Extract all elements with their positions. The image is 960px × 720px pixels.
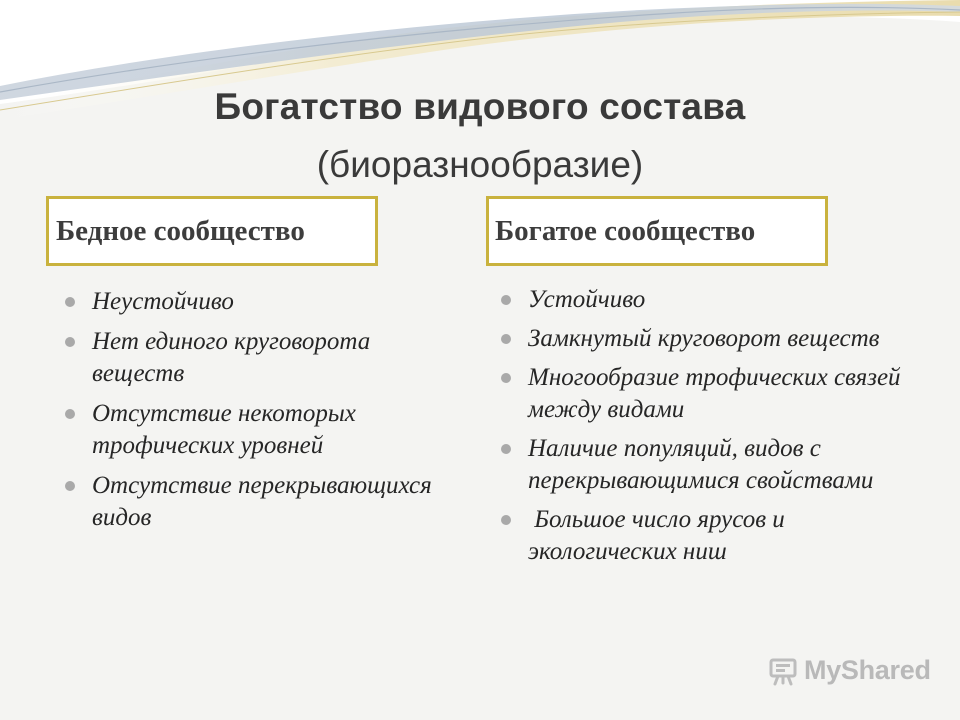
bullet-icon <box>501 373 511 383</box>
list-item: Большое число ярусов и экологических ниш <box>500 504 910 568</box>
list-item: Отсутствие перекрывающихся видов <box>64 470 444 534</box>
bullet-icon <box>65 337 75 347</box>
list-item: Отсутствие некоторых трофических уровней <box>64 398 444 462</box>
bullet-icon <box>501 334 511 344</box>
bullet-icon <box>501 515 511 525</box>
bullet-icon <box>65 481 75 491</box>
list-item: Неустойчиво <box>64 286 444 318</box>
bullet-icon <box>65 409 75 419</box>
bullet-icon <box>501 295 511 305</box>
rich-community-header: Богатое сообщество <box>486 196 828 266</box>
poor-community-list <box>64 286 444 542</box>
list-item: Многообразие трофических связей между видами <box>500 362 910 426</box>
presentation-board-icon <box>768 656 798 686</box>
list-item: Устойчиво <box>500 284 910 316</box>
bullet-icon <box>65 297 75 307</box>
slide-subtitle: (биоразнообразие) <box>316 144 644 185</box>
list-item: Нет единого круговорота веществ <box>64 326 444 390</box>
list-item: Замкнутый круговорот веществ <box>500 323 910 355</box>
myshared-watermark <box>768 655 931 686</box>
bullet-icon <box>501 444 511 454</box>
watermark-text: MyShared <box>804 655 931 685</box>
poor-community-header: Бедное сообщество <box>46 196 378 266</box>
list-item: Наличие популяций, видов с перекрывающимися свойствами <box>500 433 910 497</box>
slide-title: Богатство видового состава <box>214 86 746 127</box>
rich-community-list <box>500 284 910 575</box>
